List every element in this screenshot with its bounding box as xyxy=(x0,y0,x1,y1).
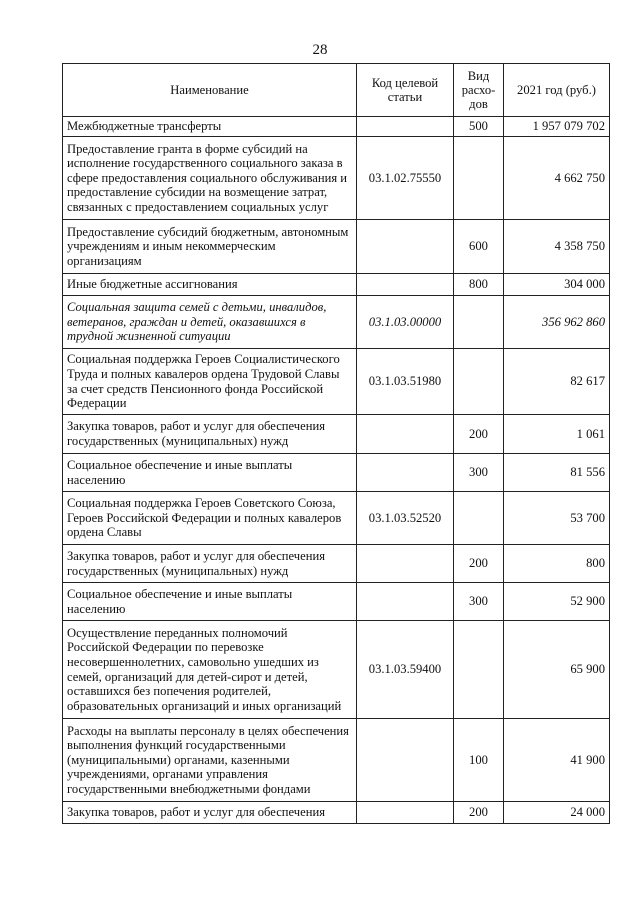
row-code xyxy=(357,545,454,583)
row-code: 03.1.03.59400 xyxy=(357,621,454,719)
row-name: Социальная поддержка Героев Советского Союза, Героев Российской Федерации и полных кавалеров ордена Славы xyxy=(63,492,357,545)
row-sum: 82 617 xyxy=(504,349,610,415)
row-type xyxy=(454,621,504,719)
header-name: Наименование xyxy=(63,64,357,117)
row-name: Социальная поддержка Героев Социалистического Труда и полных кавалеров ордена Трудовой Славы за счет средств Пенсионного фонда Российской Федерации xyxy=(63,349,357,415)
table-row xyxy=(63,492,610,545)
table-row xyxy=(63,415,610,454)
header-code: Код целевой статьи xyxy=(357,64,454,117)
row-type: 300 xyxy=(454,583,504,621)
row-code xyxy=(357,415,454,454)
row-sum: 304 000 xyxy=(504,274,610,296)
row-type xyxy=(454,137,504,220)
row-name: Предоставление гранта в форме субсидий на исполнение государственного социального заказа в сфере предоставления социального обслуживания и предоставление субсидии на возмещение затрат, связанных с предоставлением социальных услуг xyxy=(63,137,357,220)
table-row xyxy=(63,274,610,296)
row-type: 500 xyxy=(454,117,504,137)
table-row xyxy=(63,621,610,719)
row-sum: 53 700 xyxy=(504,492,610,545)
row-name: Социальная защита семей с детьми, инвалидов, ветеранов, граждан и детей, оказавшихся в трудной жизненной ситуации xyxy=(63,296,357,349)
row-sum: 356 962 860 xyxy=(504,296,610,349)
row-name: Расходы на выплаты персоналу в целях обеспечения выполнения функций государственными (муниципальными) органами, казенными учреждениями, органами управления государственными внебюджетными фондами xyxy=(63,719,357,802)
table-row xyxy=(63,454,610,492)
row-type: 100 xyxy=(454,719,504,802)
row-name: Закупка товаров, работ и услуг для обеспечения государственных (муниципальных) нужд xyxy=(63,415,357,454)
row-code xyxy=(357,719,454,802)
row-type xyxy=(454,349,504,415)
row-code: 03.1.02.75550 xyxy=(357,137,454,220)
header-type: Вид расхо-дов xyxy=(454,64,504,117)
row-name: Социальное обеспечение и иные выплаты населению xyxy=(63,454,357,492)
table-row xyxy=(63,220,610,274)
row-type: 200 xyxy=(454,802,504,824)
row-type xyxy=(454,492,504,545)
row-code xyxy=(357,274,454,296)
row-sum: 81 556 xyxy=(504,454,610,492)
table-row xyxy=(63,802,610,824)
row-code xyxy=(357,117,454,137)
row-sum: 4 662 750 xyxy=(504,137,610,220)
row-name: Осуществление переданных полномочий Российской Федерации по перевозке несовершеннолетних, самовольно ушедших из семей, организаций для детей-сирот и детей, оставшихся без попечения родителей, образовательных организаций и иных организаций xyxy=(63,621,357,719)
row-type: 800 xyxy=(454,274,504,296)
row-code: 03.1.03.51980 xyxy=(357,349,454,415)
table-row xyxy=(63,583,610,621)
row-code: 03.1.03.00000 xyxy=(357,296,454,349)
row-sum: 1 957 079 702 xyxy=(504,117,610,137)
row-type: 600 xyxy=(454,220,504,274)
row-name: Закупка товаров, работ и услуг для обеспечения xyxy=(63,802,357,824)
row-type: 200 xyxy=(454,545,504,583)
row-code xyxy=(357,583,454,621)
table-row xyxy=(63,137,610,220)
row-sum: 65 900 xyxy=(504,621,610,719)
row-name: Иные бюджетные ассигнования xyxy=(63,274,357,296)
row-code xyxy=(357,802,454,824)
row-sum: 1 061 xyxy=(504,415,610,454)
table-row xyxy=(63,349,610,415)
table-row xyxy=(63,545,610,583)
table-row-section xyxy=(63,296,610,349)
row-name: Предоставление субсидий бюджетным, автономным учреждениям и иным некоммерческим организациям xyxy=(63,220,357,274)
row-sum: 52 900 xyxy=(504,583,610,621)
row-type xyxy=(454,296,504,349)
row-name: Межбюджетные трансферты xyxy=(63,117,357,137)
row-sum: 800 xyxy=(504,545,610,583)
row-code xyxy=(357,454,454,492)
row-sum: 24 000 xyxy=(504,802,610,824)
budget-table xyxy=(62,63,610,824)
row-name: Закупка товаров, работ и услуг для обеспечения государственных (муниципальных) нужд xyxy=(63,545,357,583)
row-name: Социальное обеспечение и иные выплаты населению xyxy=(63,583,357,621)
row-sum: 41 900 xyxy=(504,719,610,802)
row-type: 300 xyxy=(454,454,504,492)
table-header-row xyxy=(63,64,610,117)
row-sum: 4 358 750 xyxy=(504,220,610,274)
row-code: 03.1.03.52520 xyxy=(357,492,454,545)
table-row xyxy=(63,117,610,137)
row-code xyxy=(357,220,454,274)
header-sum: 2021 год (руб.) xyxy=(504,64,610,117)
page-number: 28 xyxy=(312,42,328,58)
table-row xyxy=(63,719,610,802)
row-type: 200 xyxy=(454,415,504,454)
